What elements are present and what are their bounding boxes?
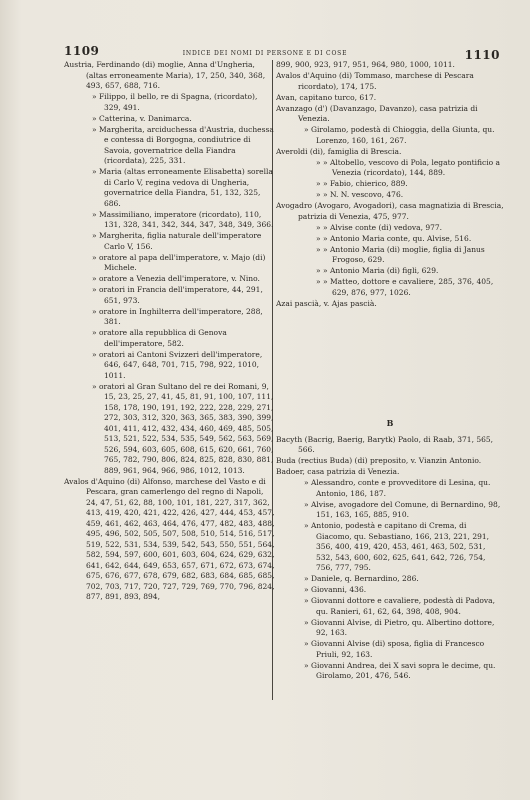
index-entry: » » Antonio Maria (di) moglie, figlia di Janus Frogoso, 629.: [316, 244, 485, 264]
index-entry: » Antonio, podestà e capitano di Crema, di Giacomo, qu. Sebastiano, 166, 213, 221, 291, 356, 400, 419, 420, 453, 461, 463, 502, 531, 532, 543, 600, 602, 625, 641, 642, 726, 754, 756, 777, 795.: [304, 521, 490, 572]
index-entry: » Catterina, v. Danimarca.: [92, 113, 192, 123]
index-entry: » » Altobello, vescovo di Pola, legato pontificio a Venezia (ricordato), 144, 889.: [316, 157, 501, 177]
index-entry: Badoer, casa patrizia di Venezia.: [276, 467, 400, 476]
index-entry: » oratore alla repubblica di Genova dell'imperatore, 582.: [92, 328, 227, 348]
index-entry: Austria, Ferdinando (di) moglie, Anna d'Ungheria, (altas erroneamente Maria), 17, 250, 340, 368, 493, 657, 688, 716.: [64, 60, 266, 90]
page-number-left: 1109: [64, 44, 100, 58]
index-entry: » » N. N. vescovo, 476.: [316, 190, 404, 199]
index-entry: Avalos d'Aquino (di) Alfonso, marchese del Vasto e di Pescara, gran camerlengo del regno di Napoli, 24, 47, 51, 62, 88, 100, 101, 181, 227, 317, 362, 413, 419, 420, 421, 422, 426, 427, 444, 453, 457, 459, 461, 462, 463, 464, 476, 477, 482, 483, 488, 495, 496, 502, 505, 507, 508, 510, 514, 516, 517, 519, 522, 531, 534, 539, 542, 543, 550, 551, 564, 582, 594, 597, 600, 601, 603, 604, 624, 629, 632, 641, 642, 644, 649, 653, 657, 671, 672, 673, 674, 675, 676, 677, 678, 679, 682, 683, 684, 685, 685, 702, 703, 717, 720, 727, 729, 769, 770, 796, 824, 877, 891, 893, 894,: [64, 476, 275, 601]
index-entry: » » Fabio, chierico, 889.: [316, 179, 408, 188]
index-entry: » oratore al papa dell'imperatore, v. Majo (di) Michele.: [92, 252, 266, 272]
index-entry: Avan, capitano turco, 617.: [276, 92, 377, 102]
index-entry: » oratori in Francia dell'imperatore, 44, 291, 651, 973.: [92, 285, 263, 305]
right-column-top: [276, 60, 504, 455]
index-entry: » Margherita, arciduchessa d'Austria, duchessa e contessa di Borgogna, condiutrice di Savoia, governatrice della Fiandra (ricordata), 225, 331.: [92, 124, 274, 165]
right-column-bottom-wrap: [276, 410, 504, 750]
page-number-right: 1110: [464, 48, 500, 62]
index-entry: Azai pascià, v. Ajas pascià.: [276, 298, 377, 308]
section-letter: B: [386, 418, 394, 428]
index-entry: » » Antonio Maria conte, qu. Alvise, 516.: [316, 233, 472, 243]
index-entry: » Alvise, avogadore del Comune, di Bernardino, 98, 151, 163, 165, 885, 910.: [304, 499, 501, 519]
index-entry: Averoldi (di), famiglia di Brescia.: [276, 146, 402, 156]
index-entry: » Giovanni dottore e cavaliere, podestà di Padova, qu. Ranieri, 61, 62, 64, 398, 408, 904.: [304, 596, 495, 616]
index-entry: Avalos d'Aquino (di) Tommaso, marchese di Pescara ricordato), 174, 175.: [276, 71, 474, 91]
index-entry: » Girolamo, podestà di Chioggia, della Giunta, qu. Lorenzo, 160, 161, 267.: [304, 125, 495, 145]
left-column: [64, 60, 275, 775]
index-entry: » Massimiliano, imperatore (ricordato), 110, 131, 328, 341, 342, 344, 347, 348, 349, 366.: [92, 209, 274, 229]
index-entry: 899, 900, 923, 917, 951, 964, 980, 1000, 1011.: [276, 60, 455, 69]
index-entry: » » Antonio Maria (di) figli, 629.: [316, 266, 439, 275]
index-entry: » Giovanni Alvise, di Pietro, qu. Albertino dottore, 92, 163.: [304, 617, 495, 637]
running-title: INDICE DEI NOMI DI PERSONE E DI COSE: [182, 50, 348, 57]
index-entry: » oratore in Inghilterra dell'imperatore, 288, 381.: [92, 306, 263, 326]
index-entry: » oratori ai Cantoni Svizzeri dell'imperatore, 646, 647, 648, 701, 715, 798, 922, 1010, 1011.: [92, 349, 263, 380]
index-entry: » » Alvise conte (di) vedova, 977.: [316, 222, 443, 232]
index-entry: » oratori al Gran Sultano del re dei Romani, 9, 15, 23, 25, 27, 41, 45, 81, 91, 100, 107, 111, 158, 178, 190, 191, 192, 222, 228, 229, 271, 272, 303, 312, 320, 363, 365, 383, 390, 399, 401, 411, 412, 432, 434, 460, 469, 485, 505, 513, 521, 522, 534, 535, 549, 562, 563, 569, 526, 594, 603, 605, 608, 615, 620, 661, 760, 765, 782, 790, 806, 824, 825, 828, 830, 881, 889, 961, 964, 966, 986, 1012, 1013.: [92, 381, 274, 475]
index-entry: Buda (rectius Buda) (di) preposito, v. Vianzin Antonio.: [276, 456, 482, 465]
index-entry: » Margherita, figlia naturale dell'imperatore Carlo V, 156.: [92, 231, 262, 251]
index-entry: Avanzago (d') (Davanzago, Davanzo), casa patrizia di Venezia.: [276, 103, 478, 123]
index-entry: Avogadro (Avogaro, Avogadori), casa magnatizia di Brescia, patrizia di Venezia, 475, 977.: [276, 201, 504, 221]
index-entry: » Giovanni Andrea, dei X savi sopra le decime, qu. Girolamo, 201, 476, 546.: [304, 660, 496, 680]
index-entry: » Giovanni Alvise (di) sposa, figlia di Francesco Priuli, 92, 163.: [304, 639, 485, 659]
page-header: [0, 44, 530, 60]
index-entry: » Daniele, q. Bernardino, 286.: [304, 574, 419, 583]
index-entry: » Alessandro, conte e provveditore di Lesina, qu. Antonio, 186, 187.: [304, 478, 491, 498]
index-entry: » oratore a Venezia dell'imperatore, v. Nino.: [92, 274, 260, 283]
index-entry: » Maria (altas erroneamente Elisabetta) sorella di Carlo V, regina vedova di Ungheria, governatrice della Fiandra, 51, 132, 325, 686.: [92, 167, 273, 208]
index-entry: » Filippo, il bello, re di Spagna, (ricordato), 329, 491.: [92, 92, 258, 112]
index-entry: » Giovanni, 436.: [304, 585, 367, 594]
index-entry: Bacyth (Bacrig, Baerig, Barytk) Paolo, di Raab, 371, 565, 566.: [276, 434, 494, 454]
right-column-bottom: [276, 435, 504, 682]
index-entry: » » Matteo, dottore e cavaliere, 285, 376, 405, 629, 876, 977, 1026.: [316, 277, 494, 297]
